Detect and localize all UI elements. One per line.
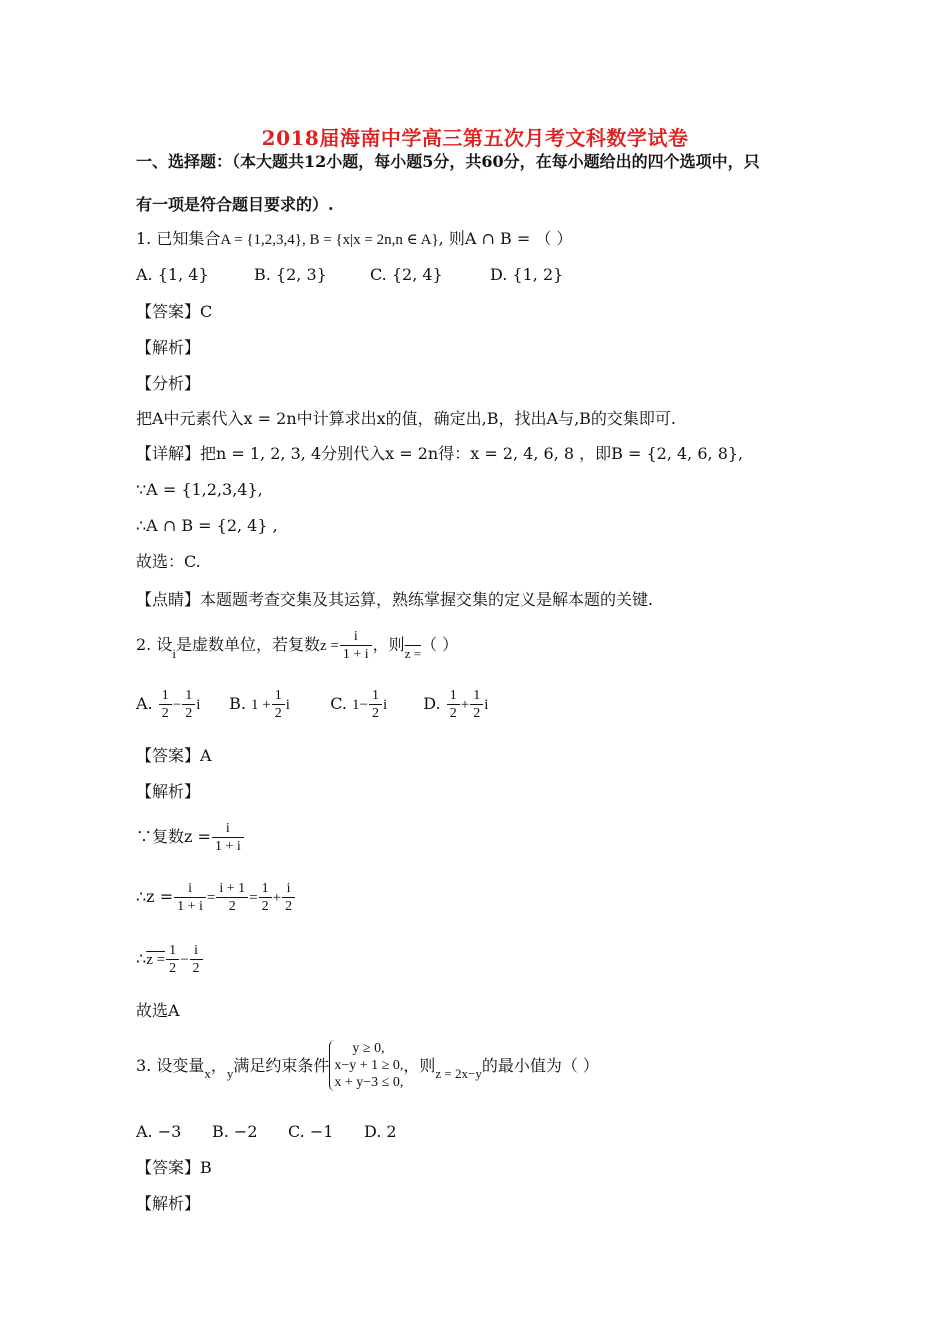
q2-stem-mid: 是虚数单位，若复数 <box>175 635 320 654</box>
q1-since: ∵A = {1,2,3,4}, <box>136 480 263 499</box>
q3-option-b: B. −2 <box>212 1122 258 1141</box>
q1-choose: 故选：C. <box>136 552 201 571</box>
q1-fenxi-text: 把A中元素代入x = 2n中计算求出x的值，确定出,B，找出A与,B的交集即可. <box>136 409 676 428</box>
q3-option-d: D. 2 <box>364 1122 397 1141</box>
q2-analysis-label: 【解析】 <box>136 782 201 801</box>
q1-stem-sets: A = {1,2,3,4}, B = {x|x = 2n,n ∈ A} <box>220 232 439 248</box>
q1-stem-prefix: 1. 已知集合 <box>136 229 221 248</box>
q3-answer: 【答案】B <box>136 1158 212 1177</box>
q2-stem-prefix: 2. 设 <box>136 635 173 654</box>
q2-option-c: C. 1− $\frac{1}{2}$ i <box>330 688 388 721</box>
q2-therefore-zbar: ∴z = $\frac{1}{2}$ − $\frac{i}{2}$ <box>136 942 204 977</box>
q1-comment: 【点睛】本题题考查交集及其运算，熟练掌握交集的定义是解本题的关键. <box>136 590 654 609</box>
q1-option-c: C. {2, 4} <box>370 265 443 284</box>
q2-choose: 故选A <box>136 1001 180 1020</box>
q1-answer: 【答案】C <box>136 302 213 321</box>
q1-stem <box>136 229 572 250</box>
q1-stem-suffix: , 则A ∩ B = （ ） <box>438 229 573 248</box>
q2-z-eq: z = <box>320 638 339 654</box>
q3-option-a: A. −3 <box>136 1122 182 1141</box>
q2-zbar: z = <box>404 646 422 661</box>
q2-since: ∵复数z = $\frac{i}{1 + i}$ <box>136 820 245 855</box>
q2-fraction: $\frac{i}{1 + i}$ <box>340 628 372 663</box>
q2-therefore-z: ∴z = $\frac{i}{1 + i}$ = $\frac{i + 1}{2}$ = $\frac{1}{2}$ + $\frac{i}{2}$ <box>136 880 296 915</box>
q2-options <box>136 687 488 722</box>
section-header-line1: 一、选择题：（本大题共12小题，每小题5分，共60分，在每小题给出的四个选项中，只 <box>136 152 760 171</box>
section-header-line2: 有一项是符合题目要求的）. <box>136 195 334 214</box>
q3-stem: 3. 设变量$_x$，$_y$满足约束条件 y ≥ 0, x−y + 1 ≥ 0, x + y−3 ≤ 0, ，则$_{z = 2x-y}$的最小值为（ ） <box>136 1041 599 1090</box>
q1-option-b: B. {2, 3} <box>254 265 327 284</box>
q1-option-a: A. {1, 4} <box>136 265 209 284</box>
q1-detail: 【详解】把n = 1, 2, 3, 4分别代入x = 2n得：x = 2, 4, 6, 8 ，即B = {2, 4, 6, 8}, <box>136 444 744 463</box>
q2-option-b: B. 1 + $\frac{1}{2}$ i <box>229 688 290 721</box>
q2-then: ，则 <box>372 635 405 654</box>
q2-paren: （ ） <box>421 635 459 654</box>
q2-option-a: A. $\frac{1}{2}$ − $\frac{1}{2}$ i <box>136 688 201 721</box>
q2-answer: 【答案】A <box>136 746 212 765</box>
q3-options <box>136 1122 397 1142</box>
q3-constraints: y ≥ 0, x−y + 1 ≥ 0, x + y−3 ≤ 0, <box>329 1040 403 1091</box>
exam-title: 2018届海南中学高三第五次月考文科数学试卷 <box>261 126 689 150</box>
q2-stem <box>136 628 458 663</box>
q2-option-d: D. $\frac{1}{2}$ + $\frac{1}{2}$ i <box>423 688 489 721</box>
q1-option-d: D. {1, 2} <box>490 265 564 284</box>
q1-analysis-label: 【解析】 <box>136 338 201 357</box>
q1-therefore: ∴A ∩ B = {2, 4} , <box>136 516 278 535</box>
q1-fenxi-label: 【分析】 <box>136 374 201 393</box>
q3-option-c: C. −1 <box>288 1122 334 1141</box>
q2-imag-unit: i <box>172 646 176 661</box>
q1-options <box>136 265 563 285</box>
q3-analysis-label: 【解析】 <box>136 1194 201 1213</box>
